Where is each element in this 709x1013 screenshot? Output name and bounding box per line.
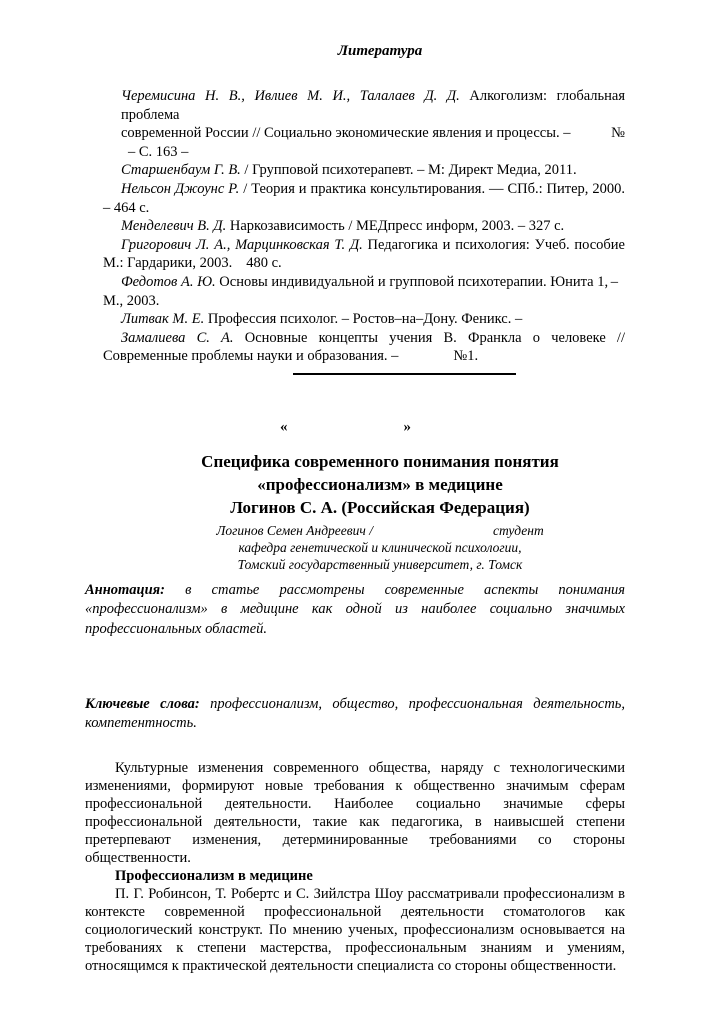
dash: – bbox=[610, 273, 618, 290]
paragraph-line: претерпевают изменения, детерминированные требованиями со стороны bbox=[85, 832, 625, 849]
literature-heading: Литература bbox=[337, 43, 423, 59]
reference-authors: Федотов А. Ю. bbox=[121, 273, 216, 290]
issue-number: № bbox=[611, 125, 625, 142]
annotation-line: «профессионализм» в медицине как одной из наиболее социально значимых bbox=[85, 601, 625, 618]
author-role: студент bbox=[492, 522, 544, 538]
paragraph-line: профессиональной деятельности, такие как педагогика, в наивысшей степени bbox=[85, 814, 625, 831]
reference-line bbox=[121, 124, 625, 143]
reference-line bbox=[121, 87, 625, 124]
article-title bbox=[85, 450, 625, 519]
paragraph-line: требованиях к степени мастерства, профессиональным знаниям и умениям, bbox=[85, 940, 625, 957]
open-quote-mark: « bbox=[280, 418, 288, 435]
reference-line bbox=[103, 199, 625, 218]
keywords-label: Ключевые слова: bbox=[85, 695, 200, 712]
paragraph-line: социологический конструкт. По мнению ученых, профессионализм основывается на bbox=[85, 922, 625, 939]
empty-quote-placeholder bbox=[280, 418, 625, 437]
section-divider-line bbox=[293, 373, 516, 375]
keywords-text: профессионализм, общество, профессиональная деятельность, bbox=[210, 695, 626, 712]
keywords-line bbox=[85, 695, 625, 714]
reference-text: М.: Гардарики, 2003. bbox=[103, 255, 233, 272]
reference-line bbox=[103, 292, 625, 311]
article-title-line: «профессионализм» в медицине bbox=[257, 474, 503, 494]
reference-line bbox=[121, 329, 625, 348]
paragraph-line: общественности. bbox=[85, 850, 191, 867]
annotation bbox=[85, 581, 625, 639]
reference-text: Основы индивидуальной и групповой психотерапии. Юнита 1, bbox=[215, 273, 609, 290]
reference-line bbox=[121, 273, 625, 292]
reference-text: Алкоголизм: глобальная проблема bbox=[121, 88, 625, 123]
reference-line bbox=[121, 217, 625, 236]
reference-authors: Старшенбаум Г. В. bbox=[121, 162, 241, 179]
reference-text: Современные проблемы науки и образования. – bbox=[103, 348, 399, 365]
article-author-line: Логинов С. А. (Российская Федерация) bbox=[230, 497, 530, 517]
author-name: Логинов Семен Андреевич / bbox=[216, 522, 373, 538]
reference-line bbox=[103, 254, 625, 273]
reference-text: – С. 163 – bbox=[128, 143, 189, 160]
reference-authors: Менделевич В. Д. bbox=[121, 218, 227, 235]
reference-authors: Нельсон Джоунс Р. bbox=[121, 180, 240, 197]
reference-list bbox=[85, 87, 625, 366]
reference-text: / Групповой психотерапевт. – М: Директ Медиа, 2011. bbox=[240, 162, 577, 179]
keywords bbox=[85, 695, 625, 734]
paragraph-line: П. Г. Робинсон, Т. Робертс и С. Зийлстра Шоу рассматривали профессионализм в bbox=[115, 886, 625, 903]
reference-text: М., 2003. bbox=[103, 292, 160, 309]
reference-text: – 464 с. bbox=[103, 199, 150, 216]
reference-line bbox=[128, 143, 625, 162]
reference-line bbox=[121, 236, 625, 255]
reference-text: современной России // Социально экономические явления и процессы. – bbox=[121, 125, 571, 142]
paragraph-line: изменениями, формируют новые требования к общественно значимым сферам bbox=[85, 778, 625, 795]
reference-authors: Замалиева С. А. bbox=[121, 329, 234, 346]
reference-authors: Черемисина Н. В., Ивлиев М. И., Талалаев Д. Д. bbox=[121, 88, 460, 104]
annotation-label: Аннотация: bbox=[85, 581, 165, 598]
author-affiliation bbox=[85, 522, 625, 573]
reference-text: №1. bbox=[453, 348, 479, 365]
paragraph-line: Культурные изменения современного общества, наряду с технологическими bbox=[115, 760, 625, 777]
section-heading: Профессионализм в медицине bbox=[115, 868, 313, 885]
close-quote-mark: » bbox=[403, 418, 411, 435]
reference-text: Профессия психолог. – Ростов–на–Дону. Феникс. – bbox=[204, 311, 523, 328]
annotation-line bbox=[85, 581, 625, 600]
annotation-line: профессиональных областей. bbox=[85, 620, 268, 637]
reference-text: Педагогика и психология: Учеб. пособие bbox=[362, 236, 625, 253]
paragraph-line: контексте современной профессиональной деятельности стоматологов как bbox=[85, 904, 625, 921]
reference-line bbox=[103, 347, 625, 366]
paragraph-line: профессиональной деятельности. Наиболее социально значимые сферы bbox=[85, 796, 625, 813]
reference-text: 480 с. bbox=[246, 255, 282, 272]
reference-text: Наркозависимость / МЕДпресс информ, 2003. – 327 с. bbox=[226, 218, 565, 235]
article-body bbox=[85, 759, 625, 975]
reference-text: Основные концепты учения В. Франкла о человеке // bbox=[233, 329, 625, 346]
keywords-line: компетентность. bbox=[85, 715, 197, 732]
paragraph-line: относящимся к практической деятельности специалиста со стороны общественности. bbox=[85, 958, 617, 975]
reference-line bbox=[121, 161, 625, 180]
reference-text: / Теория и практика консультирования. — СПб.: Питер, 2000. bbox=[239, 180, 625, 197]
affiliation-line: Томский государственный университет, г. Томск bbox=[237, 556, 523, 572]
article-title-line: Специфика современного понимания понятия bbox=[201, 451, 559, 471]
reference-line bbox=[121, 310, 625, 329]
reference-authors: Литвак М. Е. bbox=[121, 311, 205, 328]
affiliation-line bbox=[135, 522, 625, 539]
reference-authors: Григорович Л. А., Марцинковская Т. Д. bbox=[121, 236, 363, 253]
affiliation-line: кафедра генетической и клинической психологии, bbox=[238, 539, 522, 555]
reference-line bbox=[121, 180, 625, 199]
annotation-text: в статье рассмотрены современные аспекты понимания bbox=[185, 581, 626, 598]
